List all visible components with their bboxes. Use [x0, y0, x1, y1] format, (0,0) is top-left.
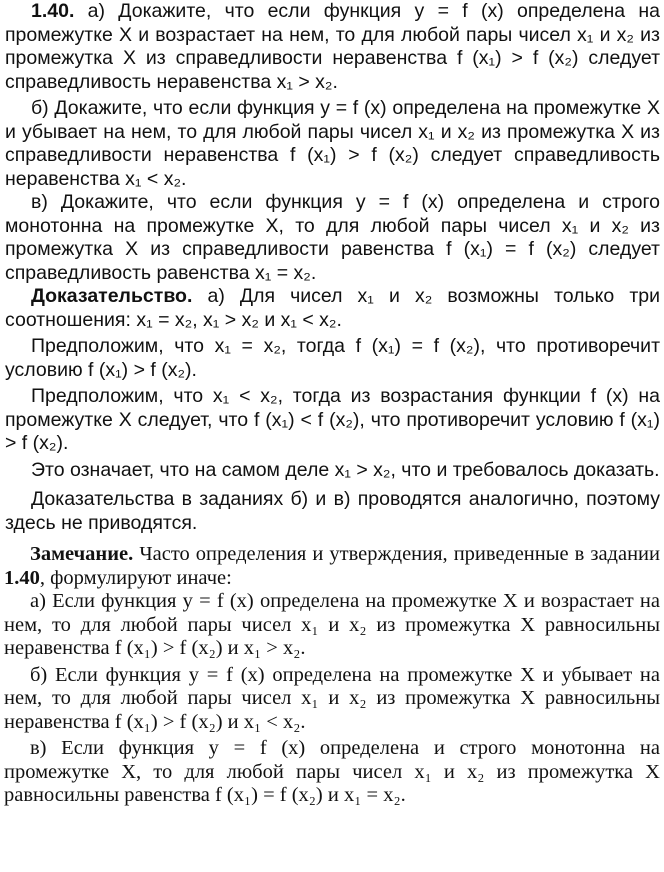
- problem-section: [5, 0, 660, 535]
- proof-paragraph-4: Это означает, что на самом деле x₁ > x₂, что и требовалось доказать.: [31, 458, 660, 481]
- proof-paragraph-5: Доказательства в заданиях б) и в) проводятся аналогично, поэтому здесь не приводятся.: [5, 488, 660, 534]
- proof-paragraph-1-text: а) Для чисел x₁ и x₂ возможны только три соотношения: x₁ = x₂, x₁ > x₂ и x₁ < x₂.: [5, 285, 660, 331]
- remark-item-a: а) Если функция y = f (x) определена на промежутке X и возрастает на нем, то для любой пары чисел x₁ и x₂ из промежутка X равносильны неравенства f (x₁) > f (x₂) и x₁ > x₂.: [4, 590, 660, 659]
- remark-section: [4, 543, 660, 808]
- proof-paragraph-3: Предположим, что x₁ < x₂, тогда из возрастания функции f (x) на промежутке X следует, что f (x₁) < f (x₂), что противоречит условию f (x₁) > f (x₂).: [5, 385, 660, 454]
- remark-intro-after: , формулируют иначе:: [39, 566, 232, 589]
- remark-item-c: в) Если функция y = f (x) определена и строго монотонна на промежутке X, то для любой пары чисел x₁ и x₂ из промежутка X равносильны равенства f (x₁) = f (x₂) и x₁ = x₂.: [4, 737, 660, 806]
- remark-intro: [4, 543, 660, 590]
- proof-paragraph-1: [5, 285, 660, 332]
- remark-heading: Замечание.: [30, 543, 134, 565]
- problem-part-a: [5, 0, 660, 94]
- problem-part-c: в) Докажите, что если функция y = f (x) определена и строго монотонна на промежутке X, то для любой пары чисел x₁ и x₂ из промежутка X из справедливости равенства f (x₁) = f (x₂) следует справедливость равенства x₁ = x₂.: [5, 191, 660, 284]
- problem-part-a-text: а) Докажите, что если функция y = f (x) определена на промежутке X и возрастает на нем, то для любой пары чисел x₁ и x₂ из промежутка X из справедливости неравенства f (x₁) > f (x₂) следует справедливость неравенства x₁ > x₂.: [5, 0, 660, 93]
- remark-intro-before: Часто определения и утверждения, приведенные в задании: [139, 543, 660, 565]
- proof-heading: Доказательство.: [31, 285, 193, 307]
- problem-part-b: б) Докажите, что если функция y = f (x) определена на промежутке X и убывает на нем, то для любой пары чисел x₁ и x₂ из промежутка X из справедливости неравенства f (x₁) > f (x₂) следует справедливость неравенства x₁ < x₂.: [5, 97, 660, 190]
- remark-item-b: б) Если функция y = f (x) определена на промежутке X и убывает на нем, то для любой пары чисел x₁ и x₂ из промежутка X равносильны неравенства f (x₁) > f (x₂) и x₁ < x₂.: [4, 663, 660, 733]
- proof-paragraph-2: Предположим, что x₁ = x₂, тогда f (x₁) = f (x₂), что противоречит условию f (x₁) > f (x₂).: [5, 335, 660, 381]
- problem-number: 1.40.: [31, 0, 75, 22]
- remark-problem-ref: 1.40: [4, 566, 40, 589]
